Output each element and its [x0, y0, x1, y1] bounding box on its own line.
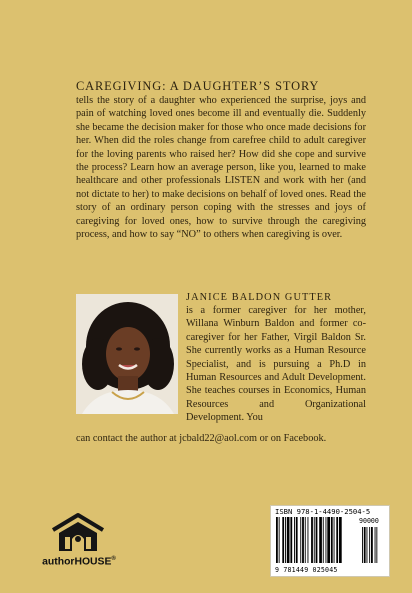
registered-mark: ®: [111, 556, 116, 562]
isbn-barcode: [270, 505, 390, 577]
isbn-number: ISBN 978-1-4490-2504-5: [275, 507, 371, 516]
author-photo: [76, 294, 178, 414]
author-portrait-icon: [76, 294, 178, 414]
book-title-heading: CAREGIVING: A DAUGHTER’S STORY: [76, 79, 320, 93]
barcode-digits: [275, 566, 387, 574]
publisher-name: [38, 556, 120, 567]
authorhouse-logo-icon: [49, 512, 107, 554]
book-description: tells the story of a daughter who experienced the surprise, joys and pain of watching loved ones become ill and eventually die. Suddenly she became the decision maker for those who once made decisions for her. When did the roles change from carefree child to adult caregiver for the loving parents who raised her? How did she cope and survive the process? Learn how an average person, like you, learned to make healthcare and other professionals LISTEN and work with her (and not dictate to her) to make decisions on behalf of loved ones. Read the story of an ordinary person coping with the stresses and joys of caregiving for loved ones, how to survive through the caregiving process, and how to say “NO” to others when caregiving is over.: [76, 95, 366, 241]
ean-digits: 9 781449 025045: [275, 566, 338, 574]
author-bio: is a former caregiver for her mother, Willana Winburn Baldon and former co-caregiver for her Father, Virgil Baldon Sr. She currently works as a Human Resource Specialist, and is pursuing a Ph.D in Human Resources and Adult Development. She teaches courses in Economics, Human Resources and Organizational Development. You: [186, 305, 366, 424]
publisher-logo-text: authorHOUSE: [42, 556, 112, 568]
author-name: JANICE BALDON GUTTER: [186, 292, 333, 303]
price-code: 90000: [359, 517, 379, 525]
publisher-logo: [38, 512, 118, 572]
author-contact: can contact the author at jcbald22@aol.com or on Facebook.: [76, 433, 327, 444]
